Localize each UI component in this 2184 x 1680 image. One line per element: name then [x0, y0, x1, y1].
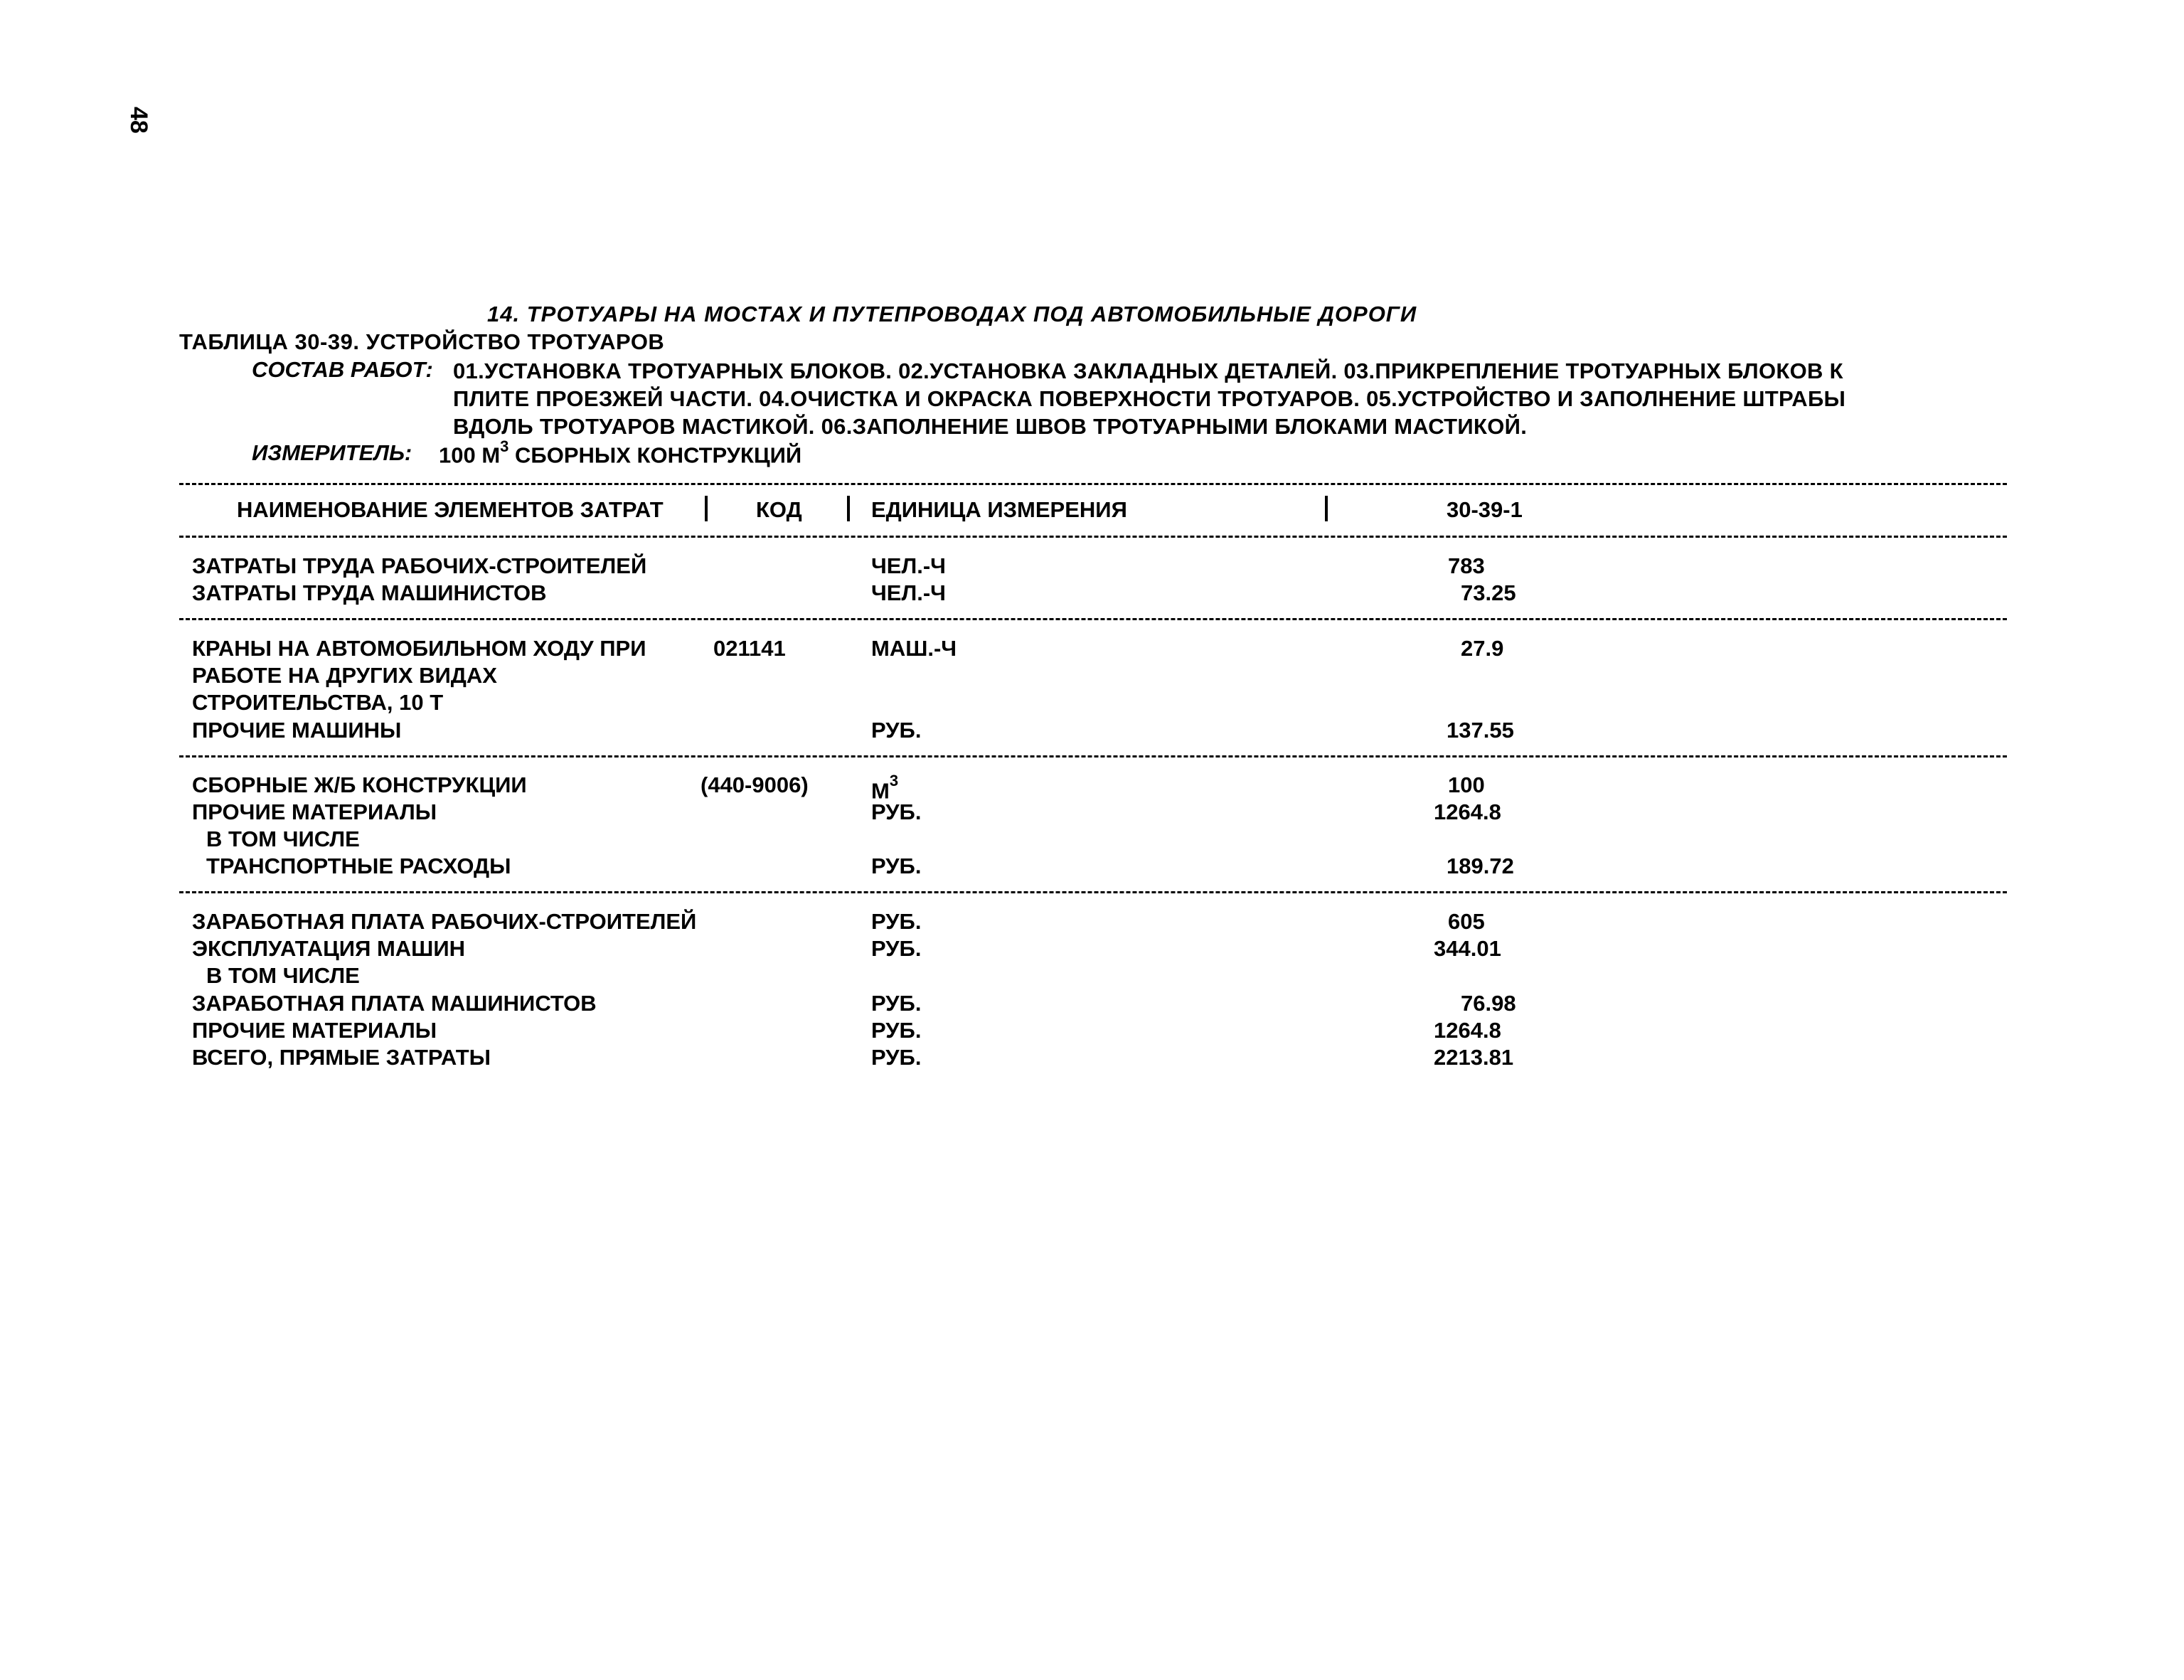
work-composition-line: ВДОЛЬ ТРОТУАРОВ МАСТИКОЙ. 06.ЗАПОЛНЕНИЕ ШВОВ ТРОТУАРНЫМИ БЛОКАМИ МАСТИКОЙ.: [453, 414, 1528, 439]
cell-code: 021141: [713, 636, 786, 661]
table-rule: [179, 483, 2007, 485]
cell-value: 2213.81: [1434, 1045, 1514, 1070]
header-separator: [1325, 496, 1328, 521]
cell-name: ТРАНСПОРТНЫЕ РАСХОДЫ: [206, 854, 511, 878]
table-row: [0, 1017, 2184, 1044]
cell-value: 27.9: [1461, 636, 1504, 661]
cell-unit: РУБ.: [871, 1045, 922, 1070]
table-row: [0, 908, 2184, 935]
header-value: 30-39-1: [1447, 497, 1523, 522]
cell-name: ПРОЧИЕ МАТЕРИАЛЫ: [192, 1018, 437, 1043]
cell-unit: РУБ.: [871, 718, 922, 743]
cell-unit: РУБ.: [871, 799, 922, 824]
cell-value: 76.98: [1461, 991, 1516, 1016]
cell-unit: ЧЕЛ.-Ч: [871, 580, 946, 605]
cell-value: 73.25: [1461, 580, 1516, 605]
table-title: ТАБЛИЦА 30-39. УСТРОЙСТВО ТРОТУАРОВ: [179, 329, 665, 354]
cell-unit: РУБ.: [871, 991, 922, 1016]
table-row: [0, 717, 2184, 744]
table-rule: [179, 891, 2007, 893]
cell-name: СБОРНЫЕ Ж/Б КОНСТРУКЦИИ: [192, 772, 527, 797]
work-composition-line: 01.УСТАНОВКА ТРОТУАРНЫХ БЛОКОВ. 02.УСТАНОВКА ЗАКЛАДНЫХ ДЕТАЛЕЙ. 03.ПРИКРЕПЛЕНИЕ ТРОТУАРНЫХ БЛОКОВ К: [453, 358, 1843, 383]
table-row: [0, 990, 2184, 1017]
cell-unit: $М^3$: [871, 772, 899, 804]
cell-name: ПРОЧИЕ МАШИНЫ: [192, 718, 402, 743]
table-row: [0, 853, 2184, 880]
table-row: [0, 1044, 2184, 1071]
page-number: 48: [125, 107, 152, 134]
table-rule: [179, 755, 2007, 757]
table-row: [0, 553, 2184, 580]
work-composition-text: [453, 357, 1845, 440]
work-composition-label: СОСТАВ РАБОТ:: [252, 357, 433, 382]
header-unit: ЕДИНИЦА ИЗМЕРЕНИЯ: [871, 497, 1127, 522]
table-row: [0, 689, 2184, 716]
section-title: 14. ТРОТУАРЫ НА МОСТАХ И ПУТЕПРОВОДАХ ПОД АВТОМОБИЛЬНЫЕ ДОРОГИ: [487, 302, 1417, 326]
header-separator: [705, 496, 708, 521]
cell-name: ЗАРАБОТНАЯ ПЛАТА МАШИНИСТОВ: [192, 991, 597, 1016]
cell-name: ВСЕГО, ПРЯМЫЕ ЗАТРАТЫ: [192, 1045, 491, 1070]
cell-value: 137.55: [1447, 718, 1514, 743]
table-rule: [179, 618, 2007, 620]
cell-unit: РУБ.: [871, 854, 922, 878]
table-row: [0, 826, 2184, 853]
cell-name: В ТОМ ЧИСЛЕ: [206, 826, 360, 851]
cell-name: ЗАТРАТЫ ТРУДА РАБОЧИХ-СТРОИТЕЛЕЙ: [192, 553, 647, 578]
cell-unit: РУБ.: [871, 936, 922, 961]
work-composition-line: ПЛИТЕ ПРОЕЗЖЕЙ ЧАСТИ. 04.ОЧИСТКА И ОКРАСКА ПОВЕРХНОСТИ ТРОТУАРОВ. 05.УСТРОЙСТВО И ЗАПОЛНЕНИЕ ШТРАБЫ: [453, 386, 1846, 411]
header-code: КОД: [756, 497, 802, 522]
header-name: НАИМЕНОВАНИЕ ЭЛЕМЕНТОВ ЗАТРАТ: [237, 497, 664, 522]
cell-value: 189.72: [1447, 854, 1514, 878]
cell-unit: МАШ.-Ч: [871, 636, 957, 661]
measure-value: 100 $М^3$ СБОРНЫХ КОНСТРУКЦИЙ: [439, 437, 802, 468]
cell-unit: РУБ.: [871, 1018, 922, 1043]
cell-value: 100: [1448, 772, 1485, 797]
cell-value: 1264.8: [1434, 1018, 1501, 1043]
cell-name: ЗАТРАТЫ ТРУДА МАШИНИСТОВ: [192, 580, 547, 605]
measure-label: ИЗМЕРИТЕЛЬ:: [252, 440, 412, 465]
table-row: [0, 935, 2184, 962]
cell-value: 1264.8: [1434, 799, 1501, 824]
cell-name: СТРОИТЕЛЬСТВА, 10 Т: [192, 690, 444, 715]
table-row: [0, 799, 2184, 826]
header-separator: [847, 496, 850, 521]
cell-name: ПРОЧИЕ МАТЕРИАЛЫ: [192, 799, 437, 824]
cell-value: 344.01: [1434, 936, 1501, 961]
cell-code: (440-9006): [701, 772, 809, 797]
table-row: [0, 580, 2184, 607]
cell-unit: ЧЕЛ.-Ч: [871, 553, 946, 578]
table-row: [0, 772, 2184, 804]
table-row: [0, 962, 2184, 989]
table-row: [0, 635, 2184, 662]
table-row: [0, 662, 2184, 689]
cell-name: ЗАРАБОТНАЯ ПЛАТА РАБОЧИХ-СТРОИТЕЛЕЙ: [192, 909, 697, 934]
cell-name: КРАНЫ НА АВТОМОБИЛЬНОМ ХОДУ ПРИ: [192, 636, 646, 661]
cell-value: 605: [1448, 909, 1485, 934]
cell-name: РАБОТЕ НА ДРУГИХ ВИДАХ: [192, 663, 497, 688]
cell-name: ЭКСПЛУАТАЦИЯ МАШИН: [192, 936, 466, 961]
table-rule: [179, 536, 2007, 538]
cell-value: 783: [1448, 553, 1485, 578]
cell-name: В ТОМ ЧИСЛЕ: [206, 963, 360, 988]
cell-unit: РУБ.: [871, 909, 922, 934]
